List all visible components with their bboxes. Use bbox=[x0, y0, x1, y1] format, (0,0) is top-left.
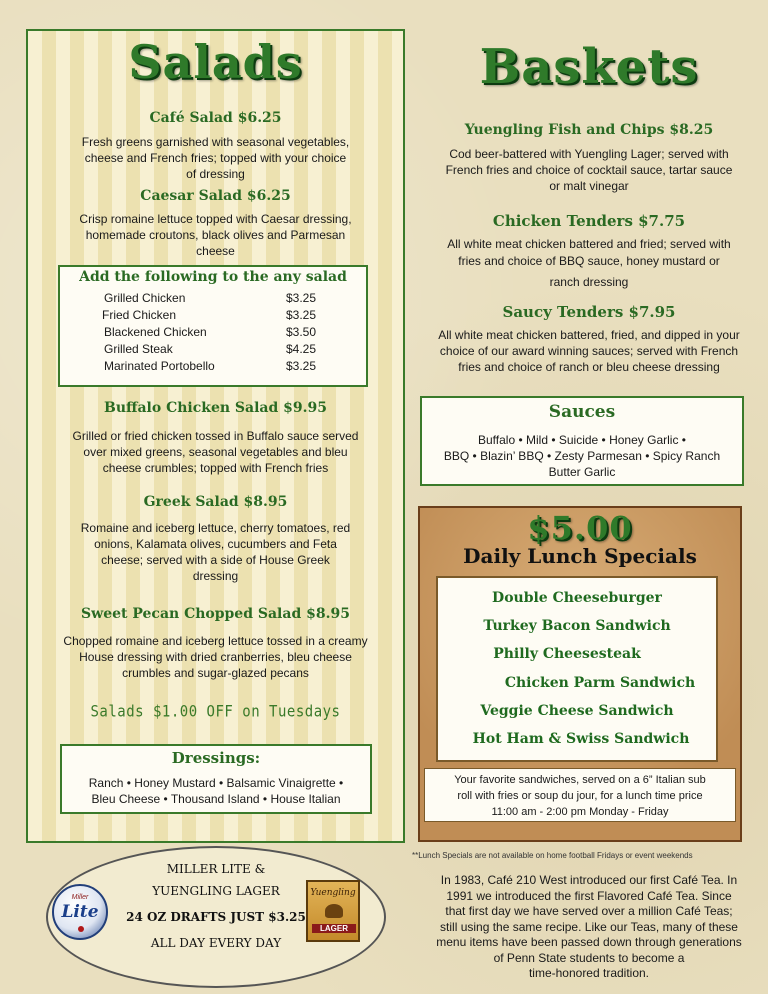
story-line: of Penn State students to become a bbox=[493, 950, 685, 965]
addon-row bbox=[60, 358, 366, 375]
desc-line: crumbles and sugar-glazed pecans bbox=[122, 666, 309, 680]
desc-line: cheese and French fries; topped with your choice bbox=[84, 151, 347, 165]
lunch-item: Veggie Cheese Sandwich bbox=[480, 703, 674, 719]
addon-price: $3.25 bbox=[286, 291, 317, 305]
desc-line: fries and choice of ranch or bleu cheese dressing bbox=[458, 360, 720, 374]
beer-line-4: ALL DAY EVERY DAY bbox=[150, 936, 282, 950]
greek-salad-title: Greek Salad $8.95 bbox=[143, 494, 288, 510]
yuengling-logo-text: Yuengling bbox=[310, 888, 356, 898]
desc-line: Crisp romaine lettuce topped with Caesar dressing, bbox=[79, 212, 352, 226]
sauce-line: Buffalo • Mild • Suicide • Honey Garlic • bbox=[477, 433, 686, 447]
lunch-item: Turkey Bacon Sandwich bbox=[483, 618, 671, 634]
saucy-tenders-title: Saucy Tenders $7.95 bbox=[502, 303, 676, 321]
buffalo-salad-title: Buffalo Chicken Salad $9.95 bbox=[103, 400, 327, 416]
lunch-note-box bbox=[424, 768, 736, 822]
lunch-item: Chicken Parm Sandwich bbox=[504, 675, 696, 691]
lunch-note bbox=[425, 772, 735, 820]
story-line: time-honored tradition. bbox=[528, 966, 650, 980]
sauces-list bbox=[422, 432, 742, 480]
note-line: roll with fries or soup du jour, for a lunch time price bbox=[457, 790, 703, 802]
addon-name: Fried Chicken bbox=[102, 308, 177, 322]
note-line: 11:00 am - 2:00 pm Monday - Friday bbox=[491, 806, 669, 818]
chicken-tenders-desc bbox=[410, 236, 768, 291]
addon-name: Grilled Chicken bbox=[104, 291, 186, 305]
caesar-salad-title: Caesar Salad $6.25 bbox=[140, 188, 291, 204]
addon-row bbox=[60, 307, 366, 324]
fish-chips-desc bbox=[410, 146, 768, 194]
pecan-salad-title: Sweet Pecan Chopped Salad $8.95 bbox=[81, 606, 350, 622]
lunch-price: $5.00 bbox=[527, 509, 633, 547]
caesar-salad-desc bbox=[26, 211, 405, 259]
yuengling-logo bbox=[306, 880, 360, 942]
lunch-item: Hot Ham & Swiss Sandwich bbox=[472, 731, 690, 747]
addon-name: Grilled Steak bbox=[104, 342, 173, 356]
pecan-salad-desc bbox=[26, 633, 405, 681]
desc-line: cheese; served with a side of House Greek bbox=[101, 553, 330, 567]
greek-salad-desc bbox=[26, 520, 405, 584]
beer-line-3: 24 OZ DRAFTS JUST $3.25 bbox=[126, 910, 306, 924]
desc-line: Grilled or fried chicken tossed in Buffalo sauce served bbox=[72, 429, 359, 443]
sauce-line: BBQ • Blazin’ BBQ • Zesty Parmesan • Spicy Ranch bbox=[443, 449, 721, 463]
desc-line: or malt vinegar bbox=[549, 179, 629, 193]
desc-line: choice of our award winning sauces; served with French bbox=[439, 344, 739, 358]
desc-line: over mixed greens, seasonal vegetables and bleu bbox=[83, 445, 348, 459]
sauce-line: Butter Garlic bbox=[548, 465, 616, 479]
desc-line: homemade croutons, black olives and Parmesan bbox=[85, 228, 346, 242]
addon-row bbox=[60, 341, 366, 358]
desc-line: Romaine and iceberg lettuce, cherry tomatoes, red bbox=[80, 521, 351, 535]
addon-row bbox=[60, 290, 366, 307]
desc-line: cheese bbox=[196, 244, 235, 258]
fish-chips-title: Yuengling Fish and Chips $8.25 bbox=[464, 122, 714, 138]
salads-title: Salads bbox=[128, 35, 303, 89]
desc-line: fries and choice of BBQ sauce, honey mustard or bbox=[458, 254, 720, 268]
addons-box bbox=[58, 265, 368, 387]
note-line: Your favorite sandwiches, served on a 6” Italian sub bbox=[454, 774, 706, 786]
yuengling-label: LAGER bbox=[312, 924, 356, 933]
lunch-footnote: **Lunch Specials are not available on home football Fridays or event weekends bbox=[412, 851, 693, 860]
desc-line: French fries and choice of cocktail sauce, tartar sauce bbox=[445, 163, 733, 177]
dressing-line: Ranch • Honey Mustard • Balsamic Vinaigrette • bbox=[88, 776, 344, 790]
desc-line: Cod beer-battered with Yuengling Lager; served with bbox=[449, 147, 729, 161]
addon-price: $3.25 bbox=[286, 308, 317, 322]
chicken-tenders-title: Chicken Tenders $7.75 bbox=[492, 212, 686, 230]
desc-line: ranch dressing bbox=[549, 275, 629, 289]
desc-line: onions, Kalamata olives, cucumbers and Feta bbox=[94, 537, 337, 551]
addon-name: Marinated Portobello bbox=[104, 359, 215, 373]
addon-price: $3.50 bbox=[286, 325, 317, 339]
sauces-box bbox=[420, 396, 744, 486]
eagle-icon bbox=[325, 904, 343, 918]
lunch-item: Philly Cheesesteak bbox=[493, 646, 641, 662]
addon-name: Blackened Chicken bbox=[104, 325, 207, 339]
dressings-list bbox=[62, 775, 370, 807]
dressings-box bbox=[60, 744, 372, 814]
saucy-tenders-desc bbox=[410, 327, 768, 375]
lunch-title: Daily Lunch Specials bbox=[463, 544, 697, 568]
dressing-line: Bleu Cheese • Thousand Island • House Italian bbox=[91, 792, 341, 806]
sauces-title: Sauces bbox=[548, 402, 616, 422]
buffalo-salad-desc bbox=[26, 428, 405, 476]
story-line: that first day we have served over a million Café Teas; bbox=[445, 904, 733, 918]
dressings-title: Dressings: bbox=[171, 749, 261, 767]
desc-line: of dressing bbox=[186, 167, 245, 181]
miller-lite-text: Lite bbox=[61, 902, 99, 922]
story-line: 1991 we introduced the first Flavored Café Tea. Since bbox=[446, 888, 732, 903]
story-line: In 1983, Café 210 West introduced our first Café Tea. In bbox=[440, 873, 738, 887]
beer-line-1: MILLER LITE & bbox=[166, 862, 266, 876]
addon-price: $4.25 bbox=[286, 342, 317, 356]
miller-small-text: Miller bbox=[71, 894, 89, 901]
lunch-item: Double Cheeseburger bbox=[492, 590, 662, 606]
desc-line: All white meat chicken battered, fried, and dipped in your bbox=[438, 328, 740, 342]
cafe-salad-desc bbox=[26, 134, 405, 182]
tea-story bbox=[410, 873, 768, 982]
beer-line-2: YUENGLING LAGER bbox=[152, 884, 280, 898]
desc-line: dressing bbox=[192, 569, 239, 583]
baskets-title: Baskets bbox=[479, 39, 699, 95]
desc-line: Fresh greens garnished with seasonal vegetables, bbox=[81, 135, 350, 149]
addons-title: Add the following to the any salad bbox=[79, 269, 347, 285]
story-line: menu items have been passed down through generations bbox=[436, 935, 742, 949]
cafe-salad-title: Café Salad $6.25 bbox=[149, 110, 282, 126]
miller-lite-logo bbox=[52, 884, 108, 940]
addon-price: $3.25 bbox=[286, 359, 317, 373]
story-line: still using the same recipe. Like our Teas, many of these bbox=[440, 919, 738, 934]
miller-red-dot bbox=[78, 926, 84, 932]
desc-line: All white meat chicken battered and fried; served with bbox=[447, 237, 731, 251]
addon-row bbox=[60, 324, 366, 341]
desc-line: cheese crumbles; topped with French fries bbox=[102, 461, 329, 475]
desc-line: House dressing with dried cranberries, bleu cheese bbox=[79, 650, 352, 664]
desc-line: Chopped romaine and iceberg lettuce tossed in a creamy bbox=[63, 634, 368, 648]
tuesday-promo: Salads $1.00 OFF on Tuesdays bbox=[90, 702, 341, 722]
